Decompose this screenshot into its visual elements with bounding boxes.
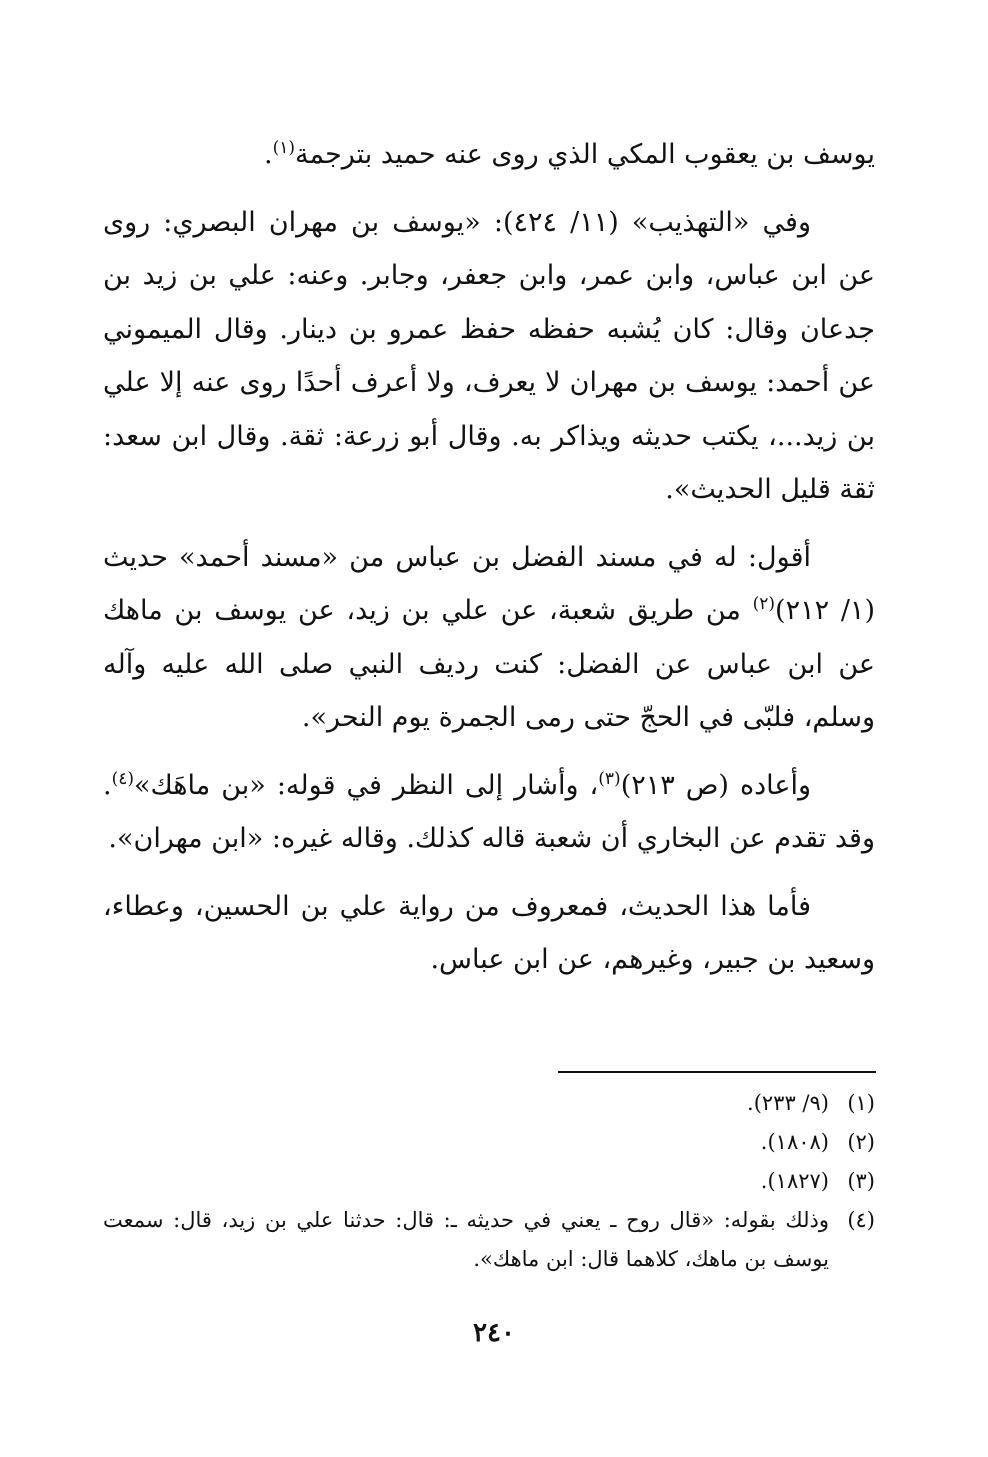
footnote-ref-1: (١) [272,138,295,158]
footnote-text: (١٨٢٧). [760,1169,829,1193]
paragraph-4: وأعاده (ص ٢١٣)$^{(٣)}$، وأشار إلى النظر في قوله: «بن ماهَك»$^{(٤)}$. وقد تقدم عن البخاري أن شعبة قاله كذلك. وقاله غيره: «ابن مهران». [103,768,875,854]
footnote-ref-2: (٢) [752,594,776,614]
footnote-ref-3: (٣) [598,768,621,789]
footnote-text: وذلك بقوله: «قال روح ـ يعني في حديثه ـ: قال: حدثنا علي بن زيد، قال: سمعت يوسف بن ماهك، كلاهما قال: ابن ماهك». [103,1208,829,1271]
footnote-1 [103,1084,875,1123]
footnote-number: (٢) [847,1130,875,1154]
footnote-ref-4: (٤) [111,768,135,789]
paragraph-5: فأما هذا الحديث، فمعروف من رواية علي بن الحسين، وعطاء، وسعيد بن جبير، وغيرهم، عن ابن عباس. [103,890,875,975]
page-number: ٢٤٠ [473,1318,515,1348]
footnote-text: (٩/ ٢٣٣). [747,1091,829,1115]
paragraph-2: وفي «التهذيب» (١١/ ٤٢٤): «يوسف بن مهران البصري: روى عن ابن عباس، وابن عمر، وابن جعفر، وجابر. وعنه: علي بن زيد بن جدعان وقال: كان يُشبه حفظه حفظ عمرو بن دينار. وقال الميموني عن أحمد: يوسف بن مهران لا يعرف، ولا أعرف أحدًا روى عنه إلا علي بن زيد...، يكتب حديثه ويذاكر به. وقال أبو زرعة: ثقة. وقال ابن سعد: ثقة قليل الحديث». [103,206,876,505]
main-text [103,128,875,1001]
paragraph-3: أقول: له في مسند الفضل بن عباس من «مسند أحمد» حديث (١/ ٢١٢)$^{(٢)}$ من طريق شعبة، عن علي بن زيد، عن يوسف بن ماهك عن ابن عباس عن الفضل: كنت رديف النبي صلى الله عليه وآله وسلم، فلبّى في الحجّ حتى رمى الجمرة يوم النحر». [103,541,875,733]
footnote-separator [558,1071,876,1073]
footnote-number: (٣) [847,1169,875,1193]
footnote-number: (١) [847,1091,875,1115]
footnote-number: (٤) [847,1208,875,1232]
footnote-text: (١٨٠٨). [760,1130,829,1154]
footnote-3 [103,1162,875,1201]
footnotes [103,1084,875,1279]
footnote-2 [103,1123,875,1162]
footnote-4 [103,1201,875,1279]
paragraph-1: يوسف بن يعقوب المكي الذي روى عنه حميد بترجمة$^{(١)}$. [263,138,875,170]
